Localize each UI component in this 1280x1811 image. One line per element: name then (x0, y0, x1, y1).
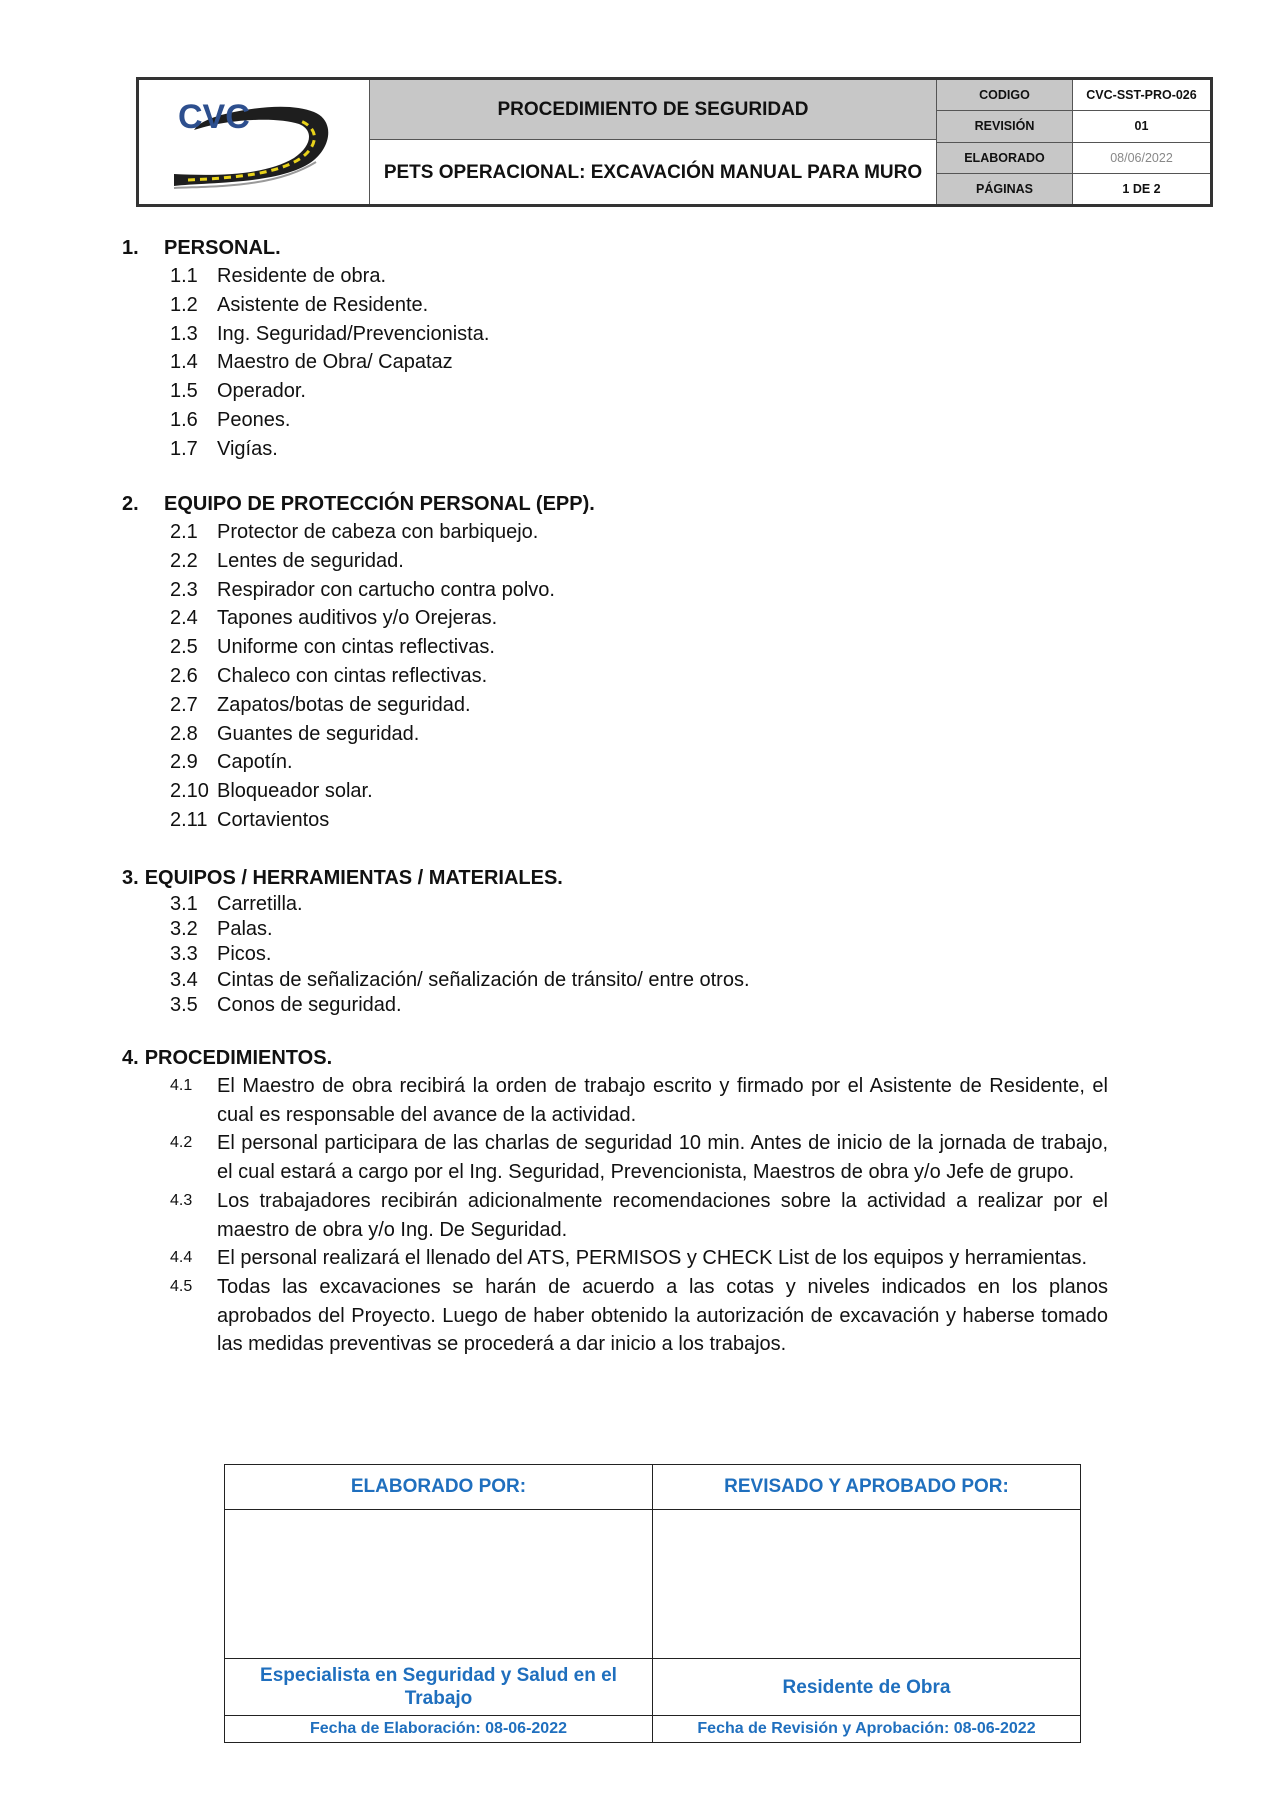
list-item (122, 917, 1108, 942)
item-number: 2.10 (170, 780, 209, 803)
meta-row-pages (937, 174, 1210, 204)
item-number: 3.2 (170, 918, 198, 941)
list-item (122, 1187, 1108, 1244)
list-item (122, 1273, 1108, 1359)
item-number: 4.1 (170, 1077, 193, 1094)
item-text: Cortavientos (217, 808, 330, 831)
section-title: PROCEDIMIENTOS. (144, 1047, 333, 1069)
list-item (122, 406, 1108, 435)
item-text: Carretilla. (217, 893, 303, 915)
list-item (122, 604, 1108, 633)
item-text: Ing. Seguridad/Prevencionista. (217, 322, 490, 345)
list-item (122, 748, 1108, 777)
section-number: 1. (122, 237, 139, 259)
list-item (122, 633, 1108, 662)
list-item (122, 806, 1108, 835)
item-text: Todas las excavaciones se harán de acuerdo a las cotas y niveles indicados en los planos aprobados del Proyecto. Luego de haber obtenido la autorización de excavación y haberse tomado las medidas preventivas se procederá a dar inicio a los trabajos. (217, 1275, 1108, 1356)
item-text: Chaleco con cintas reflectivas. (217, 664, 488, 687)
item-number: 1.5 (170, 380, 198, 403)
item-text: El personal participara de las charlas de seguridad 10 min. Antes de inicio de la jornada de trabajo, el cual estará a cargo por el Ing. Seguridad, Prevencionista, Maestros de obra y/o Jefe de grupo. (217, 1132, 1108, 1184)
section-equipment (122, 864, 1108, 1018)
section-ppe (122, 490, 1108, 835)
list-item (122, 576, 1108, 605)
section-heading (122, 1044, 1108, 1072)
item-number: 2.6 (170, 664, 198, 687)
item-number: 1.1 (170, 265, 198, 287)
item-text: Cintas de señalización/ señalización de tránsito/ entre otros. (217, 968, 750, 991)
document-subtitle: PETS OPERACIONAL: EXCAVACIÓN MANUAL PARA MURO (383, 161, 923, 183)
item-number: 2.8 (170, 722, 198, 745)
list-item (122, 1129, 1108, 1186)
section-number: 3. (122, 867, 139, 889)
item-number: 1.2 (170, 293, 198, 316)
item-number: 4.5 (170, 1277, 193, 1295)
prepared-by-header: ELABORADO POR: (225, 1465, 653, 1510)
item-text: Capotín. (217, 751, 293, 774)
section-title: EQUIPOS / HERRAMIENTAS / MATERIALES. (144, 867, 563, 889)
section-title: PERSONAL. (164, 237, 281, 259)
list-item (122, 518, 1108, 547)
list-item (122, 777, 1108, 806)
item-number: 3.5 (170, 993, 198, 1016)
item-text: Los trabajadores recibirán adicionalmente recomendaciones sobre la actividad a realizar por el maestro de obra y/o Ing. De Seguridad. (217, 1189, 1108, 1241)
section-number: 2. (122, 493, 139, 515)
meta-row-revision (937, 111, 1210, 142)
document-metadata (937, 80, 1210, 204)
prepared-date: Fecha de Elaboración: 08-06-2022 (225, 1716, 653, 1743)
item-text: Operador. (217, 380, 306, 403)
prepared-role: Especialista en Seguridad y Salud en el Trabajo (225, 1659, 653, 1716)
meta-value: 08/06/2022 (1110, 150, 1173, 165)
meta-label: PÁGINAS (937, 174, 1073, 204)
item-number: 1.6 (170, 408, 198, 431)
item-text: El Maestro de obra recibirá la orden de trabajo escrito y firmado por el Asistente de Residente, el cual es responsable del avance de la actividad. (217, 1075, 1108, 1126)
item-text: El personal realizará el llenado del ATS, PERMISOS y CHECK List de los equipos y herramientas. (217, 1247, 1088, 1270)
meta-value: CVC-SST-PRO-026 (1086, 88, 1197, 103)
meta-label: REVISIÓN (937, 111, 1073, 141)
list-item (122, 892, 1108, 917)
document-title: PROCEDIMIENTO DE SEGURIDAD (370, 80, 936, 140)
document-header (136, 77, 1213, 207)
list-item (122, 348, 1108, 377)
approved-role: Residente de Obra (653, 1659, 1081, 1716)
item-text: Maestro de Obra/ Capataz (217, 351, 453, 374)
list-item (122, 968, 1108, 993)
item-text: Protector de cabeza con barbiquejo. (217, 521, 539, 543)
list-item (122, 377, 1108, 406)
item-text: Asistente de Residente. (217, 293, 429, 316)
item-number: 2.2 (170, 549, 198, 572)
meta-row-code (937, 80, 1210, 111)
section-heading (122, 864, 1108, 892)
item-number: 1.7 (170, 437, 198, 460)
item-number: 3.3 (170, 943, 198, 966)
list-item (122, 291, 1108, 320)
company-logo (139, 80, 370, 204)
item-text: Zapatos/botas de seguridad. (217, 693, 471, 716)
approved-signature-area (653, 1510, 1081, 1659)
section-number: 4. (122, 1047, 139, 1069)
item-text: Lentes de seguridad. (217, 549, 404, 572)
item-number: 4.3 (170, 1191, 193, 1209)
item-number: 2.3 (170, 578, 198, 601)
list-item (122, 1244, 1108, 1273)
section-procedures (122, 1044, 1108, 1359)
item-text: Residente de obra. (217, 265, 387, 287)
list-item (122, 691, 1108, 720)
list-item (122, 662, 1108, 691)
item-number: 1.3 (170, 322, 198, 345)
signature-table (224, 1464, 1081, 1743)
item-number: 2.1 (170, 521, 198, 543)
list-item (122, 942, 1108, 967)
item-text: Tapones auditivos y/o Orejeras. (217, 607, 498, 630)
section-personal (122, 234, 1108, 464)
list-item (122, 1072, 1108, 1129)
item-text: Uniforme con cintas reflectivas. (217, 636, 495, 659)
list-item (122, 320, 1108, 349)
item-number: 1.4 (170, 351, 198, 374)
item-number: 2.5 (170, 636, 198, 659)
section-heading (122, 490, 1108, 518)
list-item (122, 262, 1108, 291)
meta-label: CODIGO (937, 80, 1073, 110)
prepared-signature-area (225, 1510, 653, 1659)
approved-date: Fecha de Revisión y Aprobación: 08-06-2022 (653, 1716, 1081, 1743)
list-item (122, 435, 1108, 464)
item-number: 2.11 (170, 808, 208, 831)
list-item (122, 547, 1108, 576)
list-item (122, 720, 1108, 749)
item-number: 2.9 (170, 751, 198, 774)
svg-text:CVC: CVC (178, 98, 250, 136)
road-logo-icon (164, 90, 344, 194)
item-text: Bloqueador solar. (217, 780, 373, 803)
list-item (122, 993, 1108, 1018)
item-text: Conos de seguridad. (217, 993, 402, 1016)
item-number: 3.1 (170, 893, 198, 915)
item-number: 2.4 (170, 607, 198, 630)
item-text: Vigías. (217, 437, 278, 460)
item-text: Guantes de seguridad. (217, 722, 420, 745)
item-text: Peones. (217, 408, 291, 431)
item-number: 2.7 (170, 693, 198, 716)
meta-label: ELABORADO (937, 143, 1073, 173)
item-number: 3.4 (170, 968, 198, 991)
meta-row-date (937, 143, 1210, 174)
item-number: 4.2 (170, 1134, 193, 1152)
item-text: Picos. (217, 943, 272, 966)
section-title: EQUIPO DE PROTECCIÓN PERSONAL (EPP). (164, 493, 595, 515)
meta-value: 1 DE 2 (1122, 181, 1161, 196)
section-heading (122, 234, 1108, 262)
item-text: Respirador con cartucho contra polvo. (217, 578, 555, 601)
approved-by-header: REVISADO Y APROBADO POR: (653, 1465, 1081, 1510)
meta-value: 01 (1134, 119, 1149, 134)
item-number: 4.4 (170, 1249, 193, 1267)
item-text: Palas. (217, 918, 273, 941)
